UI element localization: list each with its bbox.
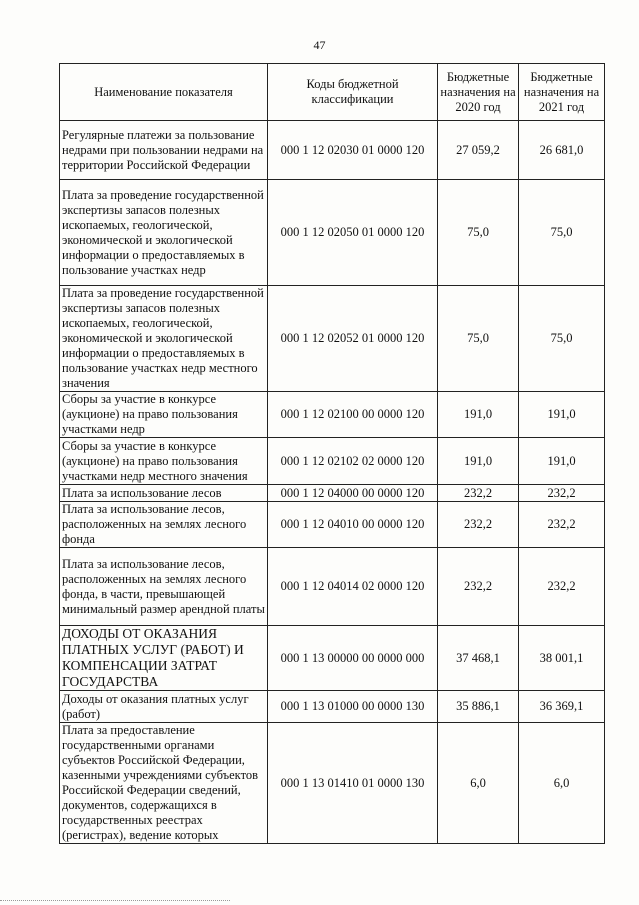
row-2020: 232,2: [438, 502, 519, 548]
scan-edge-line: [0, 900, 230, 901]
row-name: ДОХОДЫ ОТ ОКАЗАНИЯ ПЛАТНЫХ УСЛУГ (РАБОТ) И КОМПЕНСАЦИИ ЗАТРАТ ГОСУДАРСТВА: [60, 626, 268, 691]
row-name: Плата за использование лесов, расположенных на землях лесного фонда, в части, превышающей минимальный размер арендной платы: [60, 548, 268, 626]
table-row: [60, 438, 605, 485]
row-2020: 37 468,1: [438, 626, 519, 691]
row-2021: 232,2: [519, 502, 605, 548]
table-row: [60, 548, 605, 626]
row-2020: 191,0: [438, 438, 519, 485]
row-2020: 191,0: [438, 392, 519, 438]
row-2020: 232,2: [438, 548, 519, 626]
row-code: 000 1 12 02030 01 0000 120: [268, 121, 438, 180]
row-2021: 75,0: [519, 180, 605, 286]
header-row: [60, 64, 605, 121]
row-2021: 232,2: [519, 548, 605, 626]
row-name: Плата за использование лесов: [60, 485, 268, 502]
row-2020: 35 886,1: [438, 691, 519, 723]
row-name: Плата за проведение государственной экспертизы запасов полезных ископаемых, геологической, экономической и экологической информации о предоставляемых в пользование участках недр: [60, 180, 268, 286]
row-name: Сборы за участие в конкурсе (аукционе) на право пользования участками недр: [60, 392, 268, 438]
row-2021: 38 001,1: [519, 626, 605, 691]
row-code: 000 1 12 04010 00 0000 120: [268, 502, 438, 548]
row-code: 000 1 12 02100 00 0000 120: [268, 392, 438, 438]
row-name: Плата за использование лесов, расположенных на землях лесного фонда: [60, 502, 268, 548]
row-code: 000 1 12 04000 00 0000 120: [268, 485, 438, 502]
row-name: Сборы за участие в конкурсе (аукционе) на право пользования участками недр местного значения: [60, 438, 268, 485]
row-code: 000 1 13 00000 00 0000 000: [268, 626, 438, 691]
table-row: [60, 723, 605, 844]
header-2020: Бюджетные назначения на 2020 год: [438, 64, 519, 121]
row-2020: 75,0: [438, 180, 519, 286]
row-2020: 6,0: [438, 723, 519, 844]
table-row: [60, 121, 605, 180]
table-row: [60, 691, 605, 723]
row-2021: 6,0: [519, 723, 605, 844]
row-code: 000 1 13 01410 01 0000 130: [268, 723, 438, 844]
header-name: Наименование показателя: [60, 64, 268, 121]
table-row: [60, 286, 605, 392]
table-row: [60, 180, 605, 286]
row-code: 000 1 12 02052 01 0000 120: [268, 286, 438, 392]
table-row: [60, 626, 605, 691]
row-2021: 36 369,1: [519, 691, 605, 723]
row-2020: 75,0: [438, 286, 519, 392]
row-name: Регулярные платежи за пользование недрами при пользовании недрами на территории Российской Федерации: [60, 121, 268, 180]
row-2020: 27 059,2: [438, 121, 519, 180]
row-2021: 26 681,0: [519, 121, 605, 180]
header-code: Коды бюджетной классификации: [268, 64, 438, 121]
header-2021: Бюджетные назначения на 2021 год: [519, 64, 605, 121]
page-number: 47: [313, 38, 326, 52]
row-code: 000 1 13 01000 00 0000 130: [268, 691, 438, 723]
budget-table: [59, 63, 605, 844]
row-name: Плата за предоставление государственными органами субъектов Российской Федерации, казенными учреждениями субъектов Российской Федерации сведений, документов, содержащихся в государственных реестрах (регистрах), ведение которых: [60, 723, 268, 844]
row-code: 000 1 12 04014 02 0000 120: [268, 548, 438, 626]
row-name: Плата за проведение государственной экспертизы запасов полезных ископаемых, геологической, экономической и экологической информации о предоставляемых в пользование участках недр местного значения: [60, 286, 268, 392]
row-2021: 191,0: [519, 438, 605, 485]
row-2021: 232,2: [519, 485, 605, 502]
row-2021: 191,0: [519, 392, 605, 438]
row-code: 000 1 12 02050 01 0000 120: [268, 180, 438, 286]
row-2020: 232,2: [438, 485, 519, 502]
row-2021: 75,0: [519, 286, 605, 392]
table-row: [60, 502, 605, 548]
row-name: Доходы от оказания платных услуг (работ): [60, 691, 268, 723]
row-code: 000 1 12 02102 02 0000 120: [268, 438, 438, 485]
table-row: [60, 485, 605, 502]
table-row: [60, 392, 605, 438]
